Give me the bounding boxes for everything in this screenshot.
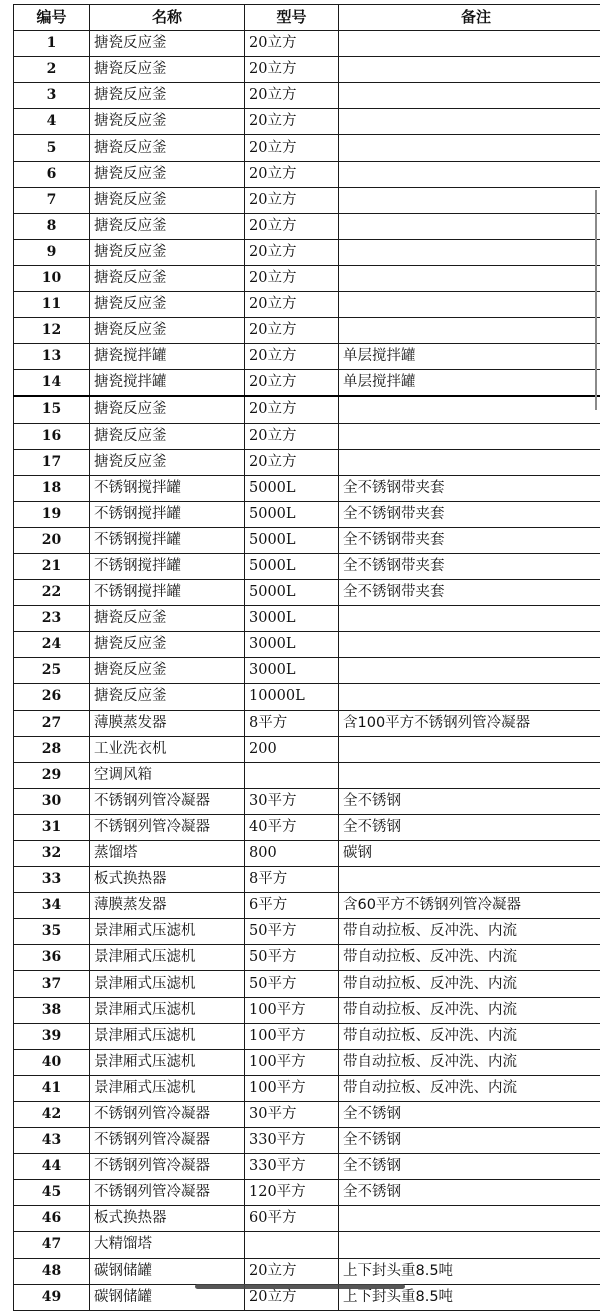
row-name: 景津厢式压滤机	[90, 945, 245, 971]
table-row	[14, 684, 600, 710]
row-name: 不锈钢列管冷凝器	[90, 1101, 245, 1127]
row-model: 5000L	[245, 553, 339, 579]
table-row	[14, 1258, 600, 1284]
home-indicator[interactable]	[195, 1284, 405, 1289]
row-model: 100平方	[245, 997, 339, 1023]
row-model: 20立方	[245, 344, 339, 370]
table-row	[14, 788, 600, 814]
row-name: 搪瓷反应釜	[90, 292, 245, 318]
row-name: 不锈钢搅拌罐	[90, 475, 245, 501]
row-model: 20立方	[245, 83, 339, 109]
row-name: 搪瓷反应釜	[90, 449, 245, 475]
row-name: 景津厢式压滤机	[90, 1049, 245, 1075]
row-name: 不锈钢列管冷凝器	[90, 788, 245, 814]
row-model: 20立方	[245, 57, 339, 83]
row-model: 200	[245, 736, 339, 762]
table-row	[14, 396, 600, 423]
row-number: 22	[14, 580, 90, 606]
row-name: 搪瓷反应釜	[90, 31, 245, 57]
table-row	[14, 344, 600, 370]
row-number: 42	[14, 1101, 90, 1127]
row-model: 20立方	[245, 318, 339, 344]
row-name: 景津厢式压滤机	[90, 1023, 245, 1049]
table-row	[14, 945, 600, 971]
row-name: 搪瓷反应釜	[90, 265, 245, 291]
row-note: 全不锈钢带夹套	[339, 580, 600, 606]
row-model: 5000L	[245, 580, 339, 606]
row-note: 上下封头重8.5吨	[339, 1258, 600, 1284]
row-number: 27	[14, 710, 90, 736]
row-number: 29	[14, 762, 90, 788]
row-model: 20立方	[245, 370, 339, 397]
row-name: 板式换热器	[90, 867, 245, 893]
row-number: 21	[14, 553, 90, 579]
row-note: 单层搅拌罐	[339, 370, 600, 397]
row-note: 带自动拉板、反冲洗、内流	[339, 1023, 600, 1049]
table-row	[14, 527, 600, 553]
row-name: 搪瓷反应釜	[90, 632, 245, 658]
row-number: 11	[14, 292, 90, 318]
row-model: 8平方	[245, 710, 339, 736]
table-row	[14, 553, 600, 579]
row-name: 搪瓷反应釜	[90, 109, 245, 135]
row-note	[339, 265, 600, 291]
row-name: 景津厢式压滤机	[90, 971, 245, 997]
row-model: 10000L	[245, 684, 339, 710]
row-note: 全不锈钢带夹套	[339, 475, 600, 501]
table-row	[14, 449, 600, 475]
row-number: 9	[14, 239, 90, 265]
table-row	[14, 161, 600, 187]
row-number: 39	[14, 1023, 90, 1049]
row-model: 20立方	[245, 423, 339, 449]
row-note	[339, 57, 600, 83]
row-note	[339, 606, 600, 632]
row-note	[339, 187, 600, 213]
row-name: 搪瓷反应釜	[90, 606, 245, 632]
row-name: 搪瓷反应釜	[90, 57, 245, 83]
row-model	[245, 762, 339, 788]
row-number: 14	[14, 370, 90, 397]
table-row	[14, 814, 600, 840]
table-row	[14, 919, 600, 945]
header-no: 编号	[14, 5, 90, 31]
row-name: 空调风箱	[90, 762, 245, 788]
table-row	[14, 580, 600, 606]
table-row	[14, 1023, 600, 1049]
row-note	[339, 213, 600, 239]
row-model: 20立方	[245, 187, 339, 213]
table-row	[14, 1232, 600, 1258]
row-model: 800	[245, 841, 339, 867]
table-row	[14, 1049, 600, 1075]
row-name: 板式换热器	[90, 1206, 245, 1232]
row-model: 6平方	[245, 893, 339, 919]
row-model: 20立方	[245, 213, 339, 239]
row-model	[245, 1232, 339, 1258]
row-name: 搪瓷反应釜	[90, 213, 245, 239]
row-number: 15	[14, 396, 90, 423]
row-number: 3	[14, 83, 90, 109]
table-row	[14, 997, 600, 1023]
row-model: 330平方	[245, 1154, 339, 1180]
row-number: 20	[14, 527, 90, 553]
row-name: 不锈钢列管冷凝器	[90, 1180, 245, 1206]
row-model: 3000L	[245, 632, 339, 658]
table-row	[14, 1101, 600, 1127]
row-number: 6	[14, 161, 90, 187]
row-number: 37	[14, 971, 90, 997]
header-note: 备注	[339, 5, 600, 31]
table-row	[14, 893, 600, 919]
row-number: 30	[14, 788, 90, 814]
table-row	[14, 606, 600, 632]
row-number: 34	[14, 893, 90, 919]
row-note: 全不锈钢	[339, 814, 600, 840]
row-number: 4	[14, 109, 90, 135]
row-model: 20立方	[245, 239, 339, 265]
row-name: 搪瓷反应釜	[90, 187, 245, 213]
row-note	[339, 31, 600, 57]
row-note	[339, 449, 600, 475]
row-number: 13	[14, 344, 90, 370]
row-name: 搪瓷反应釜	[90, 658, 245, 684]
row-note	[339, 762, 600, 788]
row-model: 20立方	[245, 396, 339, 423]
row-model: 20立方	[245, 292, 339, 318]
row-number: 41	[14, 1075, 90, 1101]
row-note	[339, 83, 600, 109]
row-model: 5000L	[245, 527, 339, 553]
row-name: 不锈钢列管冷凝器	[90, 1128, 245, 1154]
row-note: 带自动拉板、反冲洗、内流	[339, 1075, 600, 1101]
row-name: 搪瓷搅拌罐	[90, 370, 245, 397]
row-note	[339, 1232, 600, 1258]
row-name: 不锈钢列管冷凝器	[90, 1154, 245, 1180]
table-row	[14, 265, 600, 291]
row-name: 搪瓷反应釜	[90, 239, 245, 265]
row-note	[339, 867, 600, 893]
table-row	[14, 187, 600, 213]
scrollbar[interactable]	[595, 190, 597, 410]
table-row	[14, 213, 600, 239]
table-row	[14, 475, 600, 501]
row-model: 20立方	[245, 109, 339, 135]
row-name: 碳钢储罐	[90, 1284, 245, 1310]
row-model: 50平方	[245, 919, 339, 945]
row-name: 搪瓷反应釜	[90, 135, 245, 161]
row-name: 碳钢储罐	[90, 1258, 245, 1284]
row-note	[339, 684, 600, 710]
row-number: 36	[14, 945, 90, 971]
row-number: 38	[14, 997, 90, 1023]
row-note: 碳钢	[339, 841, 600, 867]
table-row	[14, 736, 600, 762]
row-number: 2	[14, 57, 90, 83]
row-number: 7	[14, 187, 90, 213]
row-name: 景津厢式压滤机	[90, 997, 245, 1023]
row-note: 全不锈钢	[339, 1154, 600, 1180]
row-model: 20立方	[245, 1258, 339, 1284]
row-number: 44	[14, 1154, 90, 1180]
equipment-table-sheet	[13, 4, 600, 1311]
table-row	[14, 1206, 600, 1232]
row-model: 330平方	[245, 1128, 339, 1154]
row-note: 上下封头重8.5吨	[339, 1284, 600, 1310]
table-row	[14, 1180, 600, 1206]
header-name: 名称	[90, 5, 245, 31]
row-model: 30平方	[245, 1101, 339, 1127]
table-row	[14, 239, 600, 265]
row-model: 20立方	[245, 31, 339, 57]
row-name: 大精馏塔	[90, 1232, 245, 1258]
equipment-table	[13, 4, 600, 1311]
row-name: 搪瓷反应釜	[90, 423, 245, 449]
table-row	[14, 83, 600, 109]
table-row	[14, 1075, 600, 1101]
row-name: 景津厢式压滤机	[90, 1075, 245, 1101]
table-row	[14, 632, 600, 658]
row-name: 不锈钢列管冷凝器	[90, 814, 245, 840]
table-row	[14, 867, 600, 893]
table-row	[14, 1154, 600, 1180]
row-number: 45	[14, 1180, 90, 1206]
row-number: 46	[14, 1206, 90, 1232]
row-number: 32	[14, 841, 90, 867]
table-row	[14, 31, 600, 57]
row-number: 24	[14, 632, 90, 658]
row-note	[339, 423, 600, 449]
row-model: 20立方	[245, 1284, 339, 1310]
row-note: 全不锈钢	[339, 1128, 600, 1154]
table-header-row	[14, 5, 600, 31]
row-model: 20立方	[245, 161, 339, 187]
table-row	[14, 370, 600, 397]
row-note	[339, 736, 600, 762]
row-note: 含100平方不锈钢列管冷凝器	[339, 710, 600, 736]
row-model: 3000L	[245, 658, 339, 684]
row-model: 30平方	[245, 788, 339, 814]
row-number: 33	[14, 867, 90, 893]
row-note: 全不锈钢带夹套	[339, 553, 600, 579]
row-model: 120平方	[245, 1180, 339, 1206]
row-model: 20立方	[245, 265, 339, 291]
row-note	[339, 632, 600, 658]
row-name: 不锈钢搅拌罐	[90, 501, 245, 527]
row-number: 12	[14, 318, 90, 344]
row-name: 不锈钢搅拌罐	[90, 553, 245, 579]
row-model: 100平方	[245, 1023, 339, 1049]
table-row	[14, 971, 600, 997]
row-model: 100平方	[245, 1075, 339, 1101]
row-number: 10	[14, 265, 90, 291]
row-number: 16	[14, 423, 90, 449]
row-name: 不锈钢搅拌罐	[90, 527, 245, 553]
row-name: 工业洗衣机	[90, 736, 245, 762]
row-name: 搪瓷反应釜	[90, 684, 245, 710]
table-row	[14, 109, 600, 135]
row-number: 18	[14, 475, 90, 501]
row-note	[339, 396, 600, 423]
row-name: 搪瓷搅拌罐	[90, 344, 245, 370]
row-number: 26	[14, 684, 90, 710]
row-name: 薄膜蒸发器	[90, 893, 245, 919]
row-model: 3000L	[245, 606, 339, 632]
table-row	[14, 318, 600, 344]
row-name: 蒸馏塔	[90, 841, 245, 867]
table-row	[14, 1128, 600, 1154]
row-number: 19	[14, 501, 90, 527]
row-name: 景津厢式压滤机	[90, 919, 245, 945]
row-number: 28	[14, 736, 90, 762]
row-note: 全不锈钢	[339, 1180, 600, 1206]
row-number: 48	[14, 1258, 90, 1284]
row-note: 全不锈钢带夹套	[339, 527, 600, 553]
header-model: 型号	[245, 5, 339, 31]
table-row	[14, 762, 600, 788]
table-row	[14, 501, 600, 527]
row-number: 5	[14, 135, 90, 161]
row-name: 搪瓷反应釜	[90, 318, 245, 344]
row-number: 25	[14, 658, 90, 684]
row-model: 40平方	[245, 814, 339, 840]
row-model: 8平方	[245, 867, 339, 893]
row-model: 50平方	[245, 971, 339, 997]
row-model: 60平方	[245, 1206, 339, 1232]
row-note: 含60平方不锈钢列管冷凝器	[339, 893, 600, 919]
row-note: 带自动拉板、反冲洗、内流	[339, 945, 600, 971]
row-name: 搪瓷反应釜	[90, 161, 245, 187]
table-body	[14, 31, 600, 1311]
row-note	[339, 1206, 600, 1232]
row-note	[339, 658, 600, 684]
row-note: 单层搅拌罐	[339, 344, 600, 370]
table-row	[14, 841, 600, 867]
row-note	[339, 161, 600, 187]
row-name: 薄膜蒸发器	[90, 710, 245, 736]
row-name: 搪瓷反应釜	[90, 83, 245, 109]
row-note: 带自动拉板、反冲洗、内流	[339, 971, 600, 997]
row-model: 5000L	[245, 501, 339, 527]
row-note	[339, 239, 600, 265]
row-number: 23	[14, 606, 90, 632]
row-number: 35	[14, 919, 90, 945]
row-note: 带自动拉板、反冲洗、内流	[339, 1049, 600, 1075]
row-note	[339, 292, 600, 318]
row-number: 49	[14, 1284, 90, 1310]
row-model: 20立方	[245, 135, 339, 161]
row-model: 5000L	[245, 475, 339, 501]
row-note: 全不锈钢带夹套	[339, 501, 600, 527]
row-name: 搪瓷反应釜	[90, 396, 245, 423]
row-number: 1	[14, 31, 90, 57]
row-number: 17	[14, 449, 90, 475]
row-note: 带自动拉板、反冲洗、内流	[339, 919, 600, 945]
row-number: 8	[14, 213, 90, 239]
table-row	[14, 423, 600, 449]
row-number: 43	[14, 1128, 90, 1154]
row-model: 20立方	[245, 449, 339, 475]
row-note: 带自动拉板、反冲洗、内流	[339, 997, 600, 1023]
table-row	[14, 57, 600, 83]
row-number: 40	[14, 1049, 90, 1075]
row-note	[339, 135, 600, 161]
table-row	[14, 710, 600, 736]
row-number: 47	[14, 1232, 90, 1258]
row-name: 不锈钢搅拌罐	[90, 580, 245, 606]
row-model: 50平方	[245, 945, 339, 971]
row-note: 全不锈钢	[339, 1101, 600, 1127]
row-note	[339, 318, 600, 344]
row-number: 31	[14, 814, 90, 840]
row-model: 100平方	[245, 1049, 339, 1075]
table-row	[14, 658, 600, 684]
table-row	[14, 135, 600, 161]
row-note	[339, 109, 600, 135]
row-note: 全不锈钢	[339, 788, 600, 814]
table-row	[14, 292, 600, 318]
